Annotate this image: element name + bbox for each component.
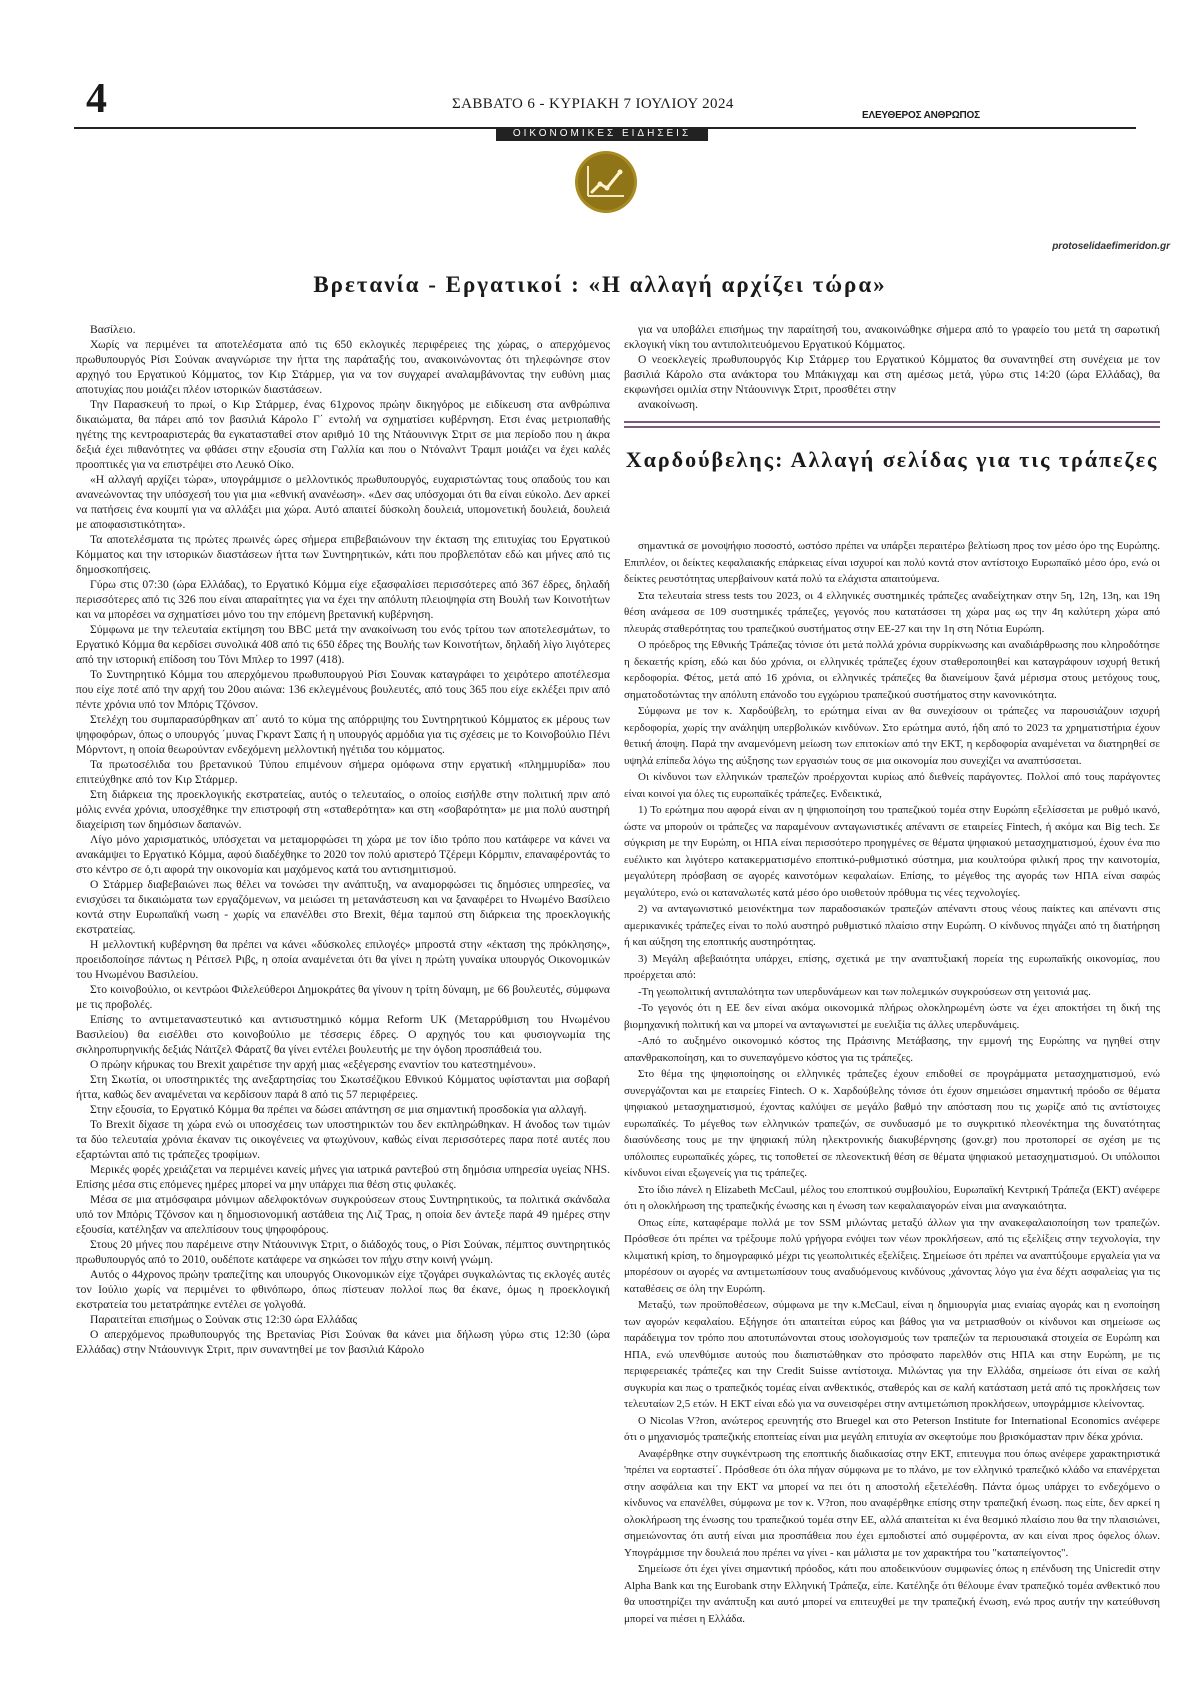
article1-paragraph: Η μελλοντική κυβέρνηση θα πρέπει να κάνει «δύσκολες επιλογές» μπροστά στην «έκταση της πρόκλησης», προειδοποίησε πάντως η Ρέιτσελ Ριβς, η οποία αναμένεται ότι θα γίνει η πρώτη γυναίκα υπουργός Οικονομικών του Ηνωμένου Βασιλείου.: [76, 938, 610, 981]
article1-paragraph: για να υποβάλει επισήμως την παραίτησή του, ανακοινώθηκε σήμερα από το γραφείο του μετά τη σαρωτική εκλογική νίκη του αντιπολιτευόμενου Εργατικού Κόμματος.: [624, 323, 1160, 351]
article1-paragraph: Το Brexit δίχασε τη χώρα ενώ οι υποσχέσεις των υποστηρικτών του δεν εκπληρώθηκαν. Η άνοδος των τιμών τα δύο τελευταία χρόνια έκαναν τις οικογένειες να φτωχύνουν, καθώς είναι περισσότερες παρα ποτέ αυτές που εξαρτώνται από τις τράπεζες τροφίμων.: [76, 1118, 610, 1161]
article1-paragraph: Επίσης το αντιμεταναστευτικό και αντισυστημικό κόμμα Reform UK (Μεταρρύθμιση του Ηνωμένου Βασιλείου) θα εισέλθει στο κοινοβούλιο με τέσσερις έδρες. Ο αρχηγός του και φυσιογνωμία της σκληροπυρηνικής δεξιάς Νάιτζελ Φάρατζ θα γίνει εντέλει βουλευτής με την όγδοη προσπάθειά του.: [76, 1013, 610, 1056]
article-divider: [624, 421, 1160, 423]
article1-paragraph: ανακοίνωση.: [638, 398, 698, 411]
article1-paragraph: Μέσα σε μια ατμόσφαιρα μόνιμων αδελφοκτόνων συγκρούσεων στους Συντηρητικούς, τα πολιτικά σκάνδαλα υπό τον Μπόρις Τζόνσον και η δημοσιονομική αστάθεια της Λιζ Τρας, η οποία δεν άντεξε παρά 49 ημέρες στην εξουσία, κατέληξαν να απελπίσουν τους ψηφοφόρους.: [76, 1193, 610, 1236]
article1-paragraph: Αυτός ο 44χρονος πρώην τραπεζίτης και υπουργός Οικονομικών είχε τζογάρει συγκαλώντας τις εκλογές αυτές τον Ιούλιο χωρίς να περιμένει το φθινόπωρο, όπως πίστευαν πολλοί πως θα έκανε, όμως η προεκλογική εκστρατεία του μετατράπηκε εντέλει σε γολγοθά.: [76, 1268, 610, 1311]
article1-paragraph: Γύρω στις 07:30 (ώρα Ελλάδας), το Εργατικό Κόμμα είχε εξασφαλίσει περισσότερες από 367 έδρες, δηλαδή περισσότερες από τις 326 που είναι απαραίτητες για να έχει την απόλυτη πλειοψηφία στη Βουλή των Κοινοτήτων και να μπορέσει να σχηματίσει μόνο του την επόμενη βρετανική κυβέρνηση.: [76, 578, 610, 621]
newspaper-name: ΕΛΕΥΘΕΡΟΣ ΑΝΘΡΩΠΟΣ: [862, 110, 980, 121]
article1-paragraph: Στη διάρκεια της προεκλογικής εκστρατείας, αυτός ο τελευταίος, ο οποίος εισήλθε στην πολιτική πριν από μόλις εννέα χρόνια, υποσχέθηκε την επιστροφή στη «σταθερότητα» και στη «σοβαρότητα» με μια πολύ αυστηρή διαχείριση των δημόσιων δαπανών.: [76, 788, 610, 831]
article1-paragraph: Σύμφωνα με την τελευταία εκτίμηση του BBC μετά την ανακοίνωση του ενός τρίτου των αποτελεσμάτων, το Εργατικό Κόμμα θα κερδίσει συνολικά 408 από τις 650 έδρες της Βουλής των Κοινοτήτων, δηλαδή λίγο λιγότερες από την ιστορική επίδοση του Τόνι Μπλερ το 1997 (418).: [76, 623, 610, 666]
article1-paragraph: Στους 20 μήνες που παρέμεινε στην Ντάουνινγκ Στριτ, ο διάδοχός τους, ο Ρίσι Σούνακ, πέμπτος συντηρητικός πρωθυπουργός από το 2010, ουδέποτε κατάφερε να σηκώσει τον πήχυ στην κοινή γνώμη.: [76, 1238, 610, 1266]
article1-paragraph: Το Συντηρητικό Κόμμα του απερχόμενου πρωθυπουργού Ρίσι Σουνακ καταγράφει το χειρότερο αποτέλεσμα που είχε ποτέ από την αρχή του 20ου αιώνα: 136 εκλεγμένους βουλευτές, από τους 365 που είχε εκλέξει πριν από πέντε χρόνια υπό τον Μπόρις Τζόνσον.: [76, 668, 610, 711]
article1-paragraph: Ο νεοεκλεγείς πρωθυπουργός Κιρ Στάρμερ του Εργατικού Κόμματος θα συναντηθεί στη συνέχεια με τον βασιλιά Κάρολο στα ανάκτορα του Μπάκιγχαμ και στη αμέσως μετά, γύρω στις 14:20 (ώρα Ελλάδας), θα εκφωνήσει ομιλία στην Ντάουνινγκ Στριτ, προσθέτει στην: [624, 353, 1160, 396]
article1-paragraph: Ο Στάρμερ διαβεβαιώνει πως θέλει να τονώσει την ανάπτυξη, να αναμορφώσει τις δημόσιες υπηρεσίες, να ενισχύσει τα δικαιώματα των εργαζόμενων, να μειώσει τη μετανάστευση και να ξαναφέρει το Ηνωμένο Βασίλειο κοντά στην Ευρωπαϊκή νωση - χωρίς να επανέλθει στο Brexit, θέμα ταμπού στη διάρκεια της προεκλογικής εκστρατείας.: [76, 878, 610, 936]
article2-paragraph: Αναφέρθηκε στην συγκέντρωση της εποπτικής διαδικασίας στην ΕΚΤ, επιτευγμα που όπως ανέφερε χαρακτηριστικά 'πρέπει να εορταστεί΄. Πρόσθεσε ότι όλα πήγαν σύμφωνα με το πλάνο, με τον ελληνικό τραπεζικό κλάδο να επανέρχεται στην ασφάλεια και την ΕΚΤ να μπορεί να πει ότι η αποστολή εξετελέσθη. Πάντα όμως υπάρχει το ενδεχόμενο ο κίνδυνος να επανέλθει, σύμφωνα με τον κ. V?ron, που αναφέρθηκε επίσης στην τραπεζική ένωση. πως είπε, δεν αρκεί η ολοκλήρωση της ένωσης του τραπεζικού τομέα στην ΕΕ, αλλά απαιτείται κι ένα θεσμικό πλαίσιο που θα την πλαισιώνει, σημειώνοντας ότι αυτή είναι μια προσπάθεια που έχει εμποδιστεί από συμφέροντα, αν και είναι προς όφελος όλων. Υπογράμμισε την δουλειά που πρέπει να γίνει - και μάλιστα με τον χαρακτήρα του "καταπείγοντος".: [624, 1447, 1160, 1559]
article2-title: Χαρδούβελης: Αλλαγή σελίδας για τις τράπεζες: [625, 447, 1159, 472]
article1-paragraph: Λίγο μόνο χαρισματικός, υπόσχεται να μεταμορφώσει τη χώρα με τον ίδιο τρόπο που κατάφερε να κάνει να ανακάμψει το Εργατικό Κόμμα, αφού διαδέχθηκε το 2020 τον πολύ αριστερό Τζέρεμι Κόρμπιν, επαναφέροντάς το στο κέντρο σε ό,τι αφορά την οικονομία και μαχόμενος κατά του αντισημιτισμού.: [76, 833, 610, 876]
article1-paragraph: Στο κοινοβούλιο, οι κεντρώοι Φιλελεύθεροι Δημοκράτες θα γίνουν η τρίτη δύναμη, με 66 βουλευτές, σύμφωνα με τις προβολές.: [76, 983, 610, 1011]
article1-paragraph: Χωρίς να περιμένει τα αποτελέσματα από τις 650 εκλογικές περιφέρειες της χώρας, ο απερχόμενος πρωθυπουργός Ρίσι Σούνακ αναγνώρισε την ήττα της παράταξής του, ανακοινώνοντας ότι τηλεφώνησε στον αρχηγό του Εργατικού Κόμματος, τον Κιρ Στάρμερ, για να τον συγχαρεί αναλαμβάνοντας την ευθύνη μιας αποτυχίας που μοιάζει πλέον ιστορικών διαστάσεων.: [76, 338, 610, 396]
article1-title: Βρετανία - Εργατικοί : «Η αλλαγή αρχίζει τώρα»: [313, 272, 887, 297]
article2-paragraph: -Από το αυξημένο οικονομικό κόστος της Πράσινης Μετάβασης, την εμμονή της Ευρώπης να ηγηθεί στην απανθρακοποίηση, και το συνεπαγόμενο κόστος για τις τράπεζες.: [624, 1035, 1160, 1064]
article1-left-column: [76, 322, 610, 1622]
article1-paragraph: Παραιτείται επισήμως ο Σούνακ στις 12:30 ώρα Ελλάδας: [90, 1313, 358, 1326]
article2-paragraph: -Τη γεωπολιτική αντιπαλότητα των υπερδυνάμεων και των πολεμικών συγκρούσεων στη γειτονιά μας.: [638, 985, 1091, 998]
section-label: ΟΙΚΟΝΟΜΙΚΕΣ ΕΙΔΗΣΕΙΣ: [496, 127, 708, 141]
article1-paragraph: Ο πρώην κήρυκας του Brexit χαιρέτισε την αρχή μιας «εξέγερσης εναντίον του κατεστημένου».: [90, 1058, 536, 1071]
article2-paragraph: Ο Nicolas V?ron, ανώτερος ερευνητής στο Bruegel και στο Peterson Institute for International Economics ανέφερε ότι ο μηχανισμός τραπεζικής εποπτείας είναι μια μεγάλη επιτυχία αν σκεφτούμε που βρισκόμασταν πριν δέκα χρόνια.: [624, 1414, 1160, 1443]
article1-paragraph: Την Παρασκευή το πρωί, ο Κιρ Στάρμερ, ένας 61χρονος πρώην δικηγόρος με ειδίκευση στα ανθρώπινα δικαιώματα, θα πάρει από τον βασιλιά Κάρολο Γ΄ εντολή να σχηματίσει κυβέρνηση. Ετσι ένας μετριοπαθής ηγέτης της κεντροαριστεράς θα εγκατασταθεί στον αριθμό 10 της Ντάουνινγκ Στριτ σε μια περίοδο που η άκρα δεξιά έχει πιθανότητες να φθάσει στην εξουσία στη Γαλλία και που ο Ντόναλντ Τραμπ μοιάζει να έχει καλές προοπτικές για να επιστρέψει στο Λευκό Οίκο.: [76, 398, 610, 471]
article1-paragraph: «Η αλλαγή αρχίζει τώρα», υπογράμμισε ο μελλοντικός πρωθυπουργός, ευχαριστώντας τους οπαδούς του και ανανεώνοντας την υπόσχεσή του για μια «εθνική ανανέωση». «Δεν σας υπόσχομαι ότι θα είναι εύκολο. Δεν αρκεί να πατήσεις ένα κουμπί για να αλλάξει μια χώρα. Αυτό απαιτεί δύσκολη δουλειά, υπομονετική δουλειά, δουλειά με αποφασιστικότητα».: [76, 473, 610, 531]
article1-paragraph: Στελέχη του συμπαρασύρθηκαν απ΄ αυτό το κύμα της απόρριψης του Συντηρητικού Κόμματος εκ μέρους των ψηφοφόρων, όπως ο υπουργός ΄μυνας Γκραντ Σαπς ή η υπουργός αρμόδια για τις σχέσεις με το Κοινοβούλιο Πένι Μόρντοντ, η οποία θεωρούνταν ενδεχόμενη μελλοντική ηγέτιδα του κόμματος.: [76, 713, 610, 756]
article1-paragraph: Βασίλειο.: [90, 323, 136, 336]
article2-paragraph: Οπως είπε, καταφέραμε πολλά με τον SSM μιλώντας μεταξύ άλλων για την ανακεφαλαιοποίηση των τραπεζών. Πρόσθεσε ότι πρέπει να τρέξουμε πολύ γρήγορα ενόψει των νέων προκλήσεων, από τις εξελίξεις στην τεχνολογία, την κλιματική κρίση, το δημογραφικό μέχρι τις γεωπολιτικές εξελίξεις. Σημείωσε ότι πρέπει να αναπτύξουμε εργαλεία για να μπορέσουν οι αγορές να αντιμετωπίσουν τους αναδυόμενους κινδύνους ,χάνοντας λόγο για ένα δέχτι ασφαλείας για τις καταθέσεις σε όλη την Ευρώπη.: [624, 1216, 1160, 1295]
page-number: 4: [86, 76, 107, 122]
issue-date: ΣΑΒΒΑΤΟ 6 - ΚΥΡΙΑΚΗ 7 ΙΟΥΛΙΟΥ 2024: [452, 96, 734, 112]
article2-paragraph: Στο ίδιο πάνελ η Elizabeth McCaul, μέλος του εποπτικού συμβουλίου, Ευρωπαϊκή Κεντρική Τράπεζα (ΕΚΤ) ανέφερε ότι η ολοκλήρωση της τραπεζικής ένωσης και η ένωση των κεφαλαιαγορών είναι μια αναγκαιότητα.: [624, 1183, 1160, 1212]
article1-right-column: [624, 322, 1160, 418]
article2-paragraph: Μεταξύ, των προϋποθέσεων, σύμφωνα με την κ.McCaul, είναι η δημιουργία μιας ενιαίας αγοράς και η ενοποίηση των αγορών κεφαλαίου. Εξήγησε ότι απαιτείται εύρος και βάθος για να μετριασθούν οι κίνδυνοι και σημείωσε ως παράδειγμα τον τρόπο που αποτυπώνονται στους ισολογισμούς των τραπεζών τα περιουσιακά στοιχεία σε Ευρώπη και ΗΠΑ, ενώ υπενθύμισε αυτούς που διαπιστώθηκαν στο πρόσφατο παρελθόν στις ΗΠΑ και στην Ευρώπη, με τις περιφερειακές τράπεζες και την Credit Suisse αντίστοιχα. Μιλώντας για την Ελλάδα, σημείωσε ότι είναι σε καλή συγκυρία και πως ο τραπεζικός τομέας είναι ανθεκτικός, σταθερός και σε καλή κατάσταση μετά από τις προκλήσεις των τελευταίων 2,5 ετών. Η ΕΚΤ είναι εδώ για να συνεισφέρει στην αντιμετώπιση προκλήσεων, υπογράμμισε κλείνοντας.: [624, 1299, 1160, 1410]
article1-paragraph: Στη Σκωτία, οι υποστηρικτές της ανεξαρτησίας του Σκωτσέζικου Εθνικού Κόμματος υφίστανται μια σοβαρή ήττα, καθώς δεν αναμένεται να κερδίσουν παρά 8 από τις 57 περιφέρειες.: [76, 1073, 610, 1101]
article2-paragraph: Σημείωσε ότι έχει γίνει σημαντική πρόοδος, κάτι που αποδεικνύουν συμφωνίες όπως η επένδυση της Unicredit στην Alpha Bank και της Eurobank στην Ελληνική Τράπεζα, είπε. Κατέληξε ότι θέλουμε έναν τραπεζικό τομέα ανθεκτικό που θα υποστηρίζει την ανάπτυξη και αυτό μπορεί να επιτευχθεί με την τραπεζική ένωση, ενώ προς αυτήν την κατεύθυνση μπορεί να πιέσει η Ελλάδα.: [624, 1563, 1160, 1625]
article1-paragraph: Ο απερχόμενος πρωθυπουργός της Βρετανίας Ρίσι Σούνακ θα κάνει μια δήλωση γύρω στις 12:30 (ώρα Ελλάδας) στην Ντάουνινγκ Στριτ, πριν συναντηθεί με τον βασιλιά Κάρολο: [76, 1328, 610, 1356]
article2-paragraph: σημαντικά σε μονοψήφιο ποσοστό, ωστόσο πρέπει να υπάρξει περαιτέρω βελτίωση προς τον μέσο όρο της Ευρώπης. Επιπλέον, οι δείκτες κεφαλαιακής επάρκειας είναι ισχυροί και πολύ κοντά στον αντίστοιχο Ευρωπαϊκό μέσο όρο, ενώ οι δείκτες ρευστότητας υπερβαίνουν κατά πολύ τα ελάχιστα απαιτούμενα.: [624, 540, 1160, 585]
article2-paragraph: Ο πρόεδρος της Εθνικής Τράπεζας τόνισε ότι μετά πολλά χρόνια συρρίκνωσης και αναδιάρθρωσης που κληροδότησε η δεκαετής κρίση, εδώ και δύο χρόνια, οι ελληνικές τράπεζες έχουν σταθεροποιηθεί και καταγράφουν ισχυρή θετική κερδοφορία. Φέτος, μετά από 16 χρόνια, οι ελληνικές τράπεζες θα διανείμουν ξανά μέρισμα στους μετόχους τους, σηματοδοτώντας την απόλυτη επάνοδο του εγχώριου τραπεζικού συστήματος στην κανονικότητα.: [624, 639, 1160, 701]
article1-paragraph: Στην εξουσία, το Εργατικό Κόμμα θα πρέπει να δώσει απάντηση σε μια σημαντική προσδοκία για αλλαγή.: [90, 1103, 587, 1116]
article2-paragraph: -Το γεγονός ότι η ΕΕ δεν είναι ακόμα οικονομικά πλήρως ολοκληρωμένη ώστε να έχει αποκτήσει τη δική της βιομηχανική πολιτική και να μπορεί να ανταγωνιστεί με ευελιξία τις άλλες υπερδυνάμεις.: [624, 1002, 1160, 1031]
article2-body: [624, 538, 1160, 1625]
article2-paragraph: Στα τελευταία stress tests του 2023, οι 4 ελληνικές συστημικές τράπεζες αναδείχτηκαν στην 5η, 12η, 13η, και 19η θέση ανάμεσα σε 109 συστημικές τράπεζες, γεγονός που κατατάσσει τη χώρα μας ως την 4η καλύτερη χώρα από πλευράς σταθερότητας του τραπεζικού συστήματος στην ΕΕ-27 και την 1η στη Νότια Ευρώπη.: [624, 589, 1160, 635]
economic-news-chart-icon: [574, 150, 638, 214]
article1-paragraph: Τα αποτελέσματα τις πρώτες πρωινές ώρες σήμερα επιβεβαιώνουν την έκταση της επιτυχίας του Εργατικού Κόμματος και την ιστορικών διαστάσεων ήττα των Συντηρητικών, κάτι που προβλεπόταν εδώ και μήνες από τις δημοσκοπήσεις.: [76, 533, 610, 576]
article1-paragraph: Μερικές φορές χρειάζεται να περιμένει κανείς μήνες για ιατρικά ραντεβού στη δημόσια υπηρεσία υγείας NHS. Επίσης μέσα στις επόμενες ημέρες μπορεί να μην υπάρχει πια θέση στις φυλακές.: [76, 1163, 610, 1191]
article2-paragraph: Στο θέμα της ψηφιοποίησης οι ελληνικές τράπεζες έχουν επιδοθεί σε προγράμματα μετασχηματισμού, ενώ συνεργάζονται και με εταιρείες Fintech. Ο κ. Χαρδούβελης τόνισε ότι έχουν σημειώσει σημαντική πρόοδο σε θέματα ψηφιακού μετασχηματισμού, έχοντας καλύψει σε μεγάλο βαθμό την απόσταση που τις χωρίζε από τις αντίστοιχες ευρωπαϊκές. Το μέγεθος των ελληνικών τραπεζών, σε συνδυασμό με το συγκριτικό πλεονέκτημα της δυνατότητας διασύνδεσης τους με την ψηφιακή πύλη ηλεκτρονικής διακυβέρνησης (gov.gr) που προτοπορεί σε σχέση με τις υπόλοιπες ευρωπαϊκές χώρες, τις τοποθετεί σε πλεονεκτική θέση σε θέματα ψηφιακού μετασχηματισμού. Οι υπόλοιποι κίνδυνοι είναι εξωγενείς για τις τράπεζες.: [624, 1068, 1160, 1179]
article2-paragraph: Σύμφωνα με τον κ. Χαρδούβελη, το ερώτημα είναι αν θα συνεχίσουν οι τράπεζες να παρουσιάζουν ισχυρή κερδοφορία, χωρίς την ανάληψη υπερβολικών κινδύνων. Στο ερώτημα αυτό, ήδη από το 2023 τα χρηματιστήρια έχουν θετική άποψη. Παρά την αναμενόμενη μείωση των επιτοκίων από την ΕΚΤ, η κερδοφορία αναμένεται να διατηρηθεί σε υψηλά επίπεδα λόγω της αύξησης των εργασιών τους σε μια οικονομία που συνεχίζει να αναπτύσσεται.: [624, 705, 1160, 767]
article-divider: [624, 426, 1160, 428]
article1-paragraph: Τα πρωτοσέλιδα του βρετανικού Τύπου επιμένουν σήμερα ομόφωνα στην εργατική «πλημμυρίδα» που επιτεύχθηκε από τον Κιρ Στάρμερ.: [76, 758, 610, 786]
article2-paragraph: 3) Μεγάλη αβεβαιότητα υπάρχει, επίσης, σχετικά με την αναπτυξιακή πορεία της ευρωπαϊκής οικονομίας, που προέρχεται από:: [624, 952, 1160, 981]
article2-paragraph: Οι κίνδυνοι των ελληνικών τραπεζών προέρχονται κυρίως από διεθνείς παράγοντες. Πολλοί από τους παράγοντες είναι κοινοί για όλες τις ευρωπαϊκές τράπεζες. Ενδεικτικά,: [624, 771, 1160, 800]
article2-paragraph: 2) να ανταγωνιστικό μειονέκτημα των παραδοσιακών τραπεζών απέναντι στους νέους παίκτες και απέναντι στις αμερικανικές τράπεζες είναι το πολύ αυστηρό ρυθμιστικό πλαίσιο στην Ευρώπη. Ο κίνδυνος πηγάζει από τη διατήρηση ή και αύξηση της εποπτικής αυστηρότητας.: [624, 903, 1160, 948]
article2-paragraph: 1) Το ερώτημα που αφορά είναι αν η ψηφιοποίηση του τραπεζικού τομέα στην Ευρώπη εξελίσσεται με ρυθμό ικανό, ώστε να μπορούν οι τράπεζες να παραμένουν ανταγωνιστικές απέναντι σε εταιρείες Fintech, ή ακόμα και Big tech. Σε σύγκριση με την Ευρώπη, οι ΗΠΑ είναι περισσότερο προηγμένες σε θέματα ψηφιακού μετασχηματισμού, έχουν ένα πιο ευέλικτο και λιγότερο κατακερματισμένο εποπτικό-ρυθμιστικό σύστημα, μια κουλτούρα φιλική προς την καινοτομία, μεγαλύτερη πρόσβαση σε αγορές καινοτόμων κεφαλαίων. Επίσης, το μέγεθος της αγοράς των ΗΠΑ είναι σαφώς μεγαλύτερο, ενώ οι καταναλωτές κατά μέσο όρο υιοθετούν πρόθυμα τις νέες τεχνολογίες.: [624, 804, 1160, 899]
source-watermark: protoselidaefimeridon.gr: [1052, 241, 1170, 252]
